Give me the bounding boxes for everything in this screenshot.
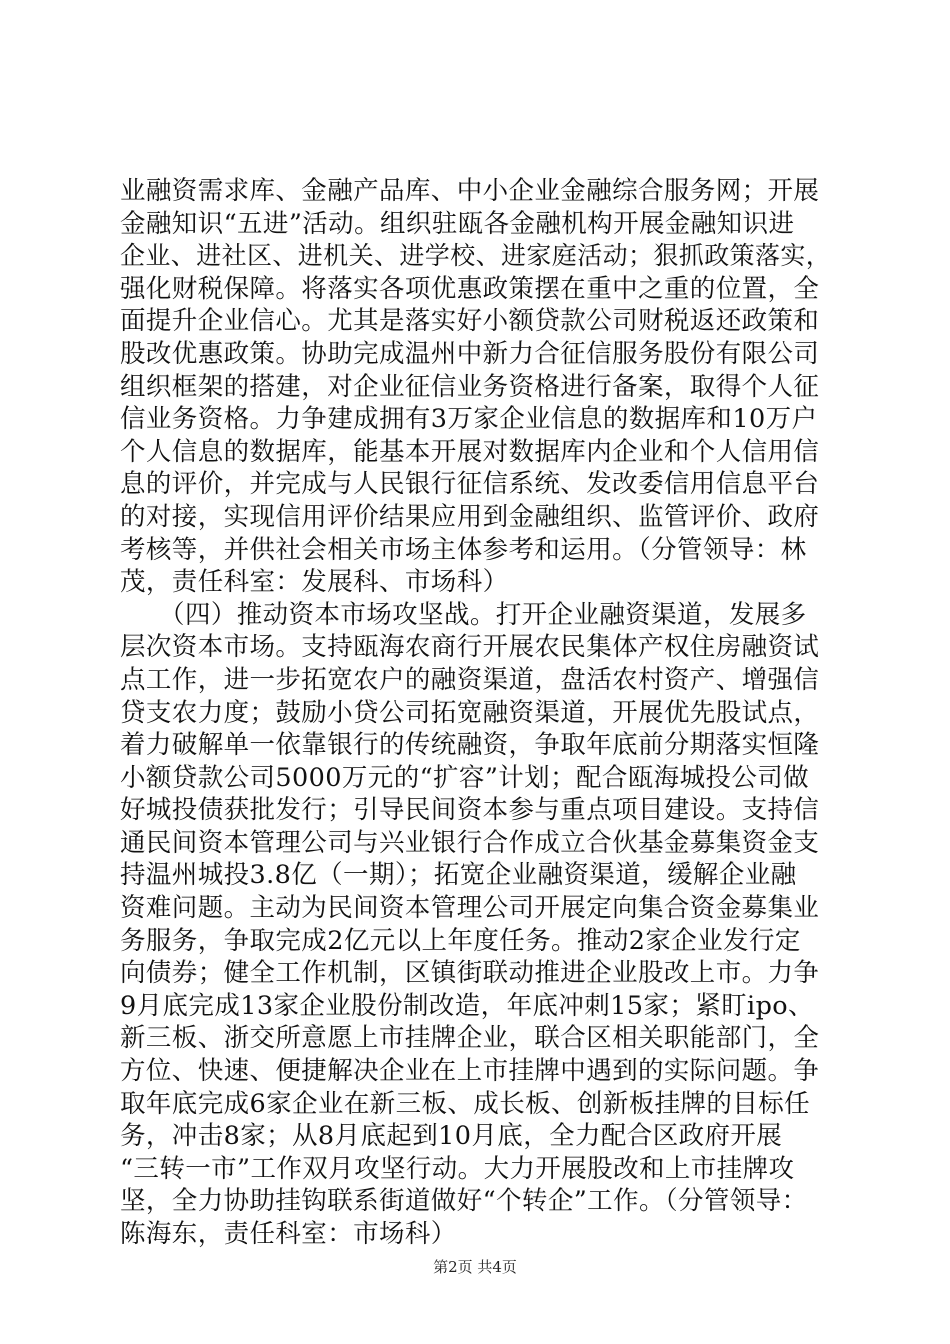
text-line: 着力破解单一依靠银行的传统融资，争取年底前分期落实恒隆	[120, 730, 820, 761]
text-line: 业融资需求库、金融产品库、中小企业金融综合服务网；开展	[120, 176, 820, 206]
text-line: 好城投债获批发行；引导民间资本参与重点项目建设。支持信	[120, 795, 820, 826]
text-line: 息的评价，并完成与人民银行征信系统、发改委信用信息平台	[120, 469, 820, 500]
text-line: 组织框架的搭建，对企业征信业务资格进行备案，取得个人征	[120, 371, 820, 402]
text-line: 金融知识“五进”活动。组织驻瓯各金融机构开展金融知识进	[120, 208, 795, 239]
text-line: 企业、进社区、进机关、进学校、进家庭活动；狠抓政策落实，	[120, 241, 832, 271]
text-line: 方位、快速、便捷解决企业在上市挂牌中遇到的实际问题。争	[120, 1056, 820, 1087]
text-line: 信业务资格。力争建成拥有3万家企业信息的数据库和10万户	[120, 404, 818, 435]
text-line: 小额贷款公司5000万元的“扩容”计划；配合瓯海城投公司做	[120, 762, 810, 793]
text-line: 取年底完成6家企业在新三板、成长板、创新板挂牌的目标任	[120, 1088, 811, 1119]
text-line: 茂，责任科室：发展科、市场科）	[120, 567, 509, 598]
text-line: 强化财税保障。将落实各项优惠政策摆在重中之重的位置，全	[120, 273, 820, 304]
page-footer: 第2页 共4页	[433, 1258, 517, 1276]
text-line: 9月底完成13家企业股份制改造，年底冲刺15家；紧盯ipo、	[120, 990, 814, 1021]
text-line: 持温州城投3.8亿（一期）；拓宽企业融资渠道，缓解企业融	[120, 860, 797, 891]
body-text	[120, 175, 840, 1251]
text-line: 陈海东，责任科室：市场科）	[120, 1219, 457, 1249]
text-line: 点工作，进一步拓宽农户的融资渠道，盘活农村资产、增强信	[120, 664, 820, 695]
text-line: （四）推动资本市场攻坚战。打开企业融资渠道，发展多	[120, 599, 807, 630]
text-line: 务，冲击8家；从8月底起到10月底，全力配合区政府开展	[120, 1121, 783, 1152]
text-line: 新三板、浙交所意愿上市挂牌企业，联合区相关职能部门，全	[120, 1023, 820, 1054]
text-line: 坚，全力协助挂钩联系街道做好“个转企”工作。（分管领导：	[120, 1186, 808, 1217]
text-line: 层次资本市场。支持瓯海农商行开展农民集体产权住房融资试	[120, 632, 820, 663]
text-line: 的对接，实现信用评价结果应用到金融组织、监管评价、政府	[120, 501, 820, 532]
text-line: 务服务，争取完成2亿元以上年度任务。推动2家企业发行定	[120, 925, 801, 956]
text-line: 股改优惠政策。协助完成温州中新力合征信服务股份有限公司	[120, 338, 820, 369]
text-line: 资难问题。主动为民间资本管理公司开展定向集合资金募集业	[120, 893, 820, 924]
text-line: 通民间资本管理公司与兴业银行合作成立合伙基金募集资金支	[120, 827, 820, 858]
text-line: 面提升企业信心。尤其是落实好小额贷款公司财税返还政策和	[120, 306, 820, 337]
text-line: 向债券；健全工作机制，区镇街联动推进企业股改上市。力争	[120, 958, 820, 989]
text-line: “三转一市”工作双月攻坚行动。大力开展股改和上市挂牌攻	[120, 1153, 795, 1184]
text-line: 考核等，并供社会相关市场主体参考和运用。（分管领导：林	[120, 534, 807, 565]
text-line: 个人信息的数据库，能基本开展对数据库内企业和个人信用信	[120, 436, 820, 467]
text-line: 贷支农力度；鼓励小贷公司拓宽融资渠道，开展优先股试点，	[120, 697, 820, 728]
